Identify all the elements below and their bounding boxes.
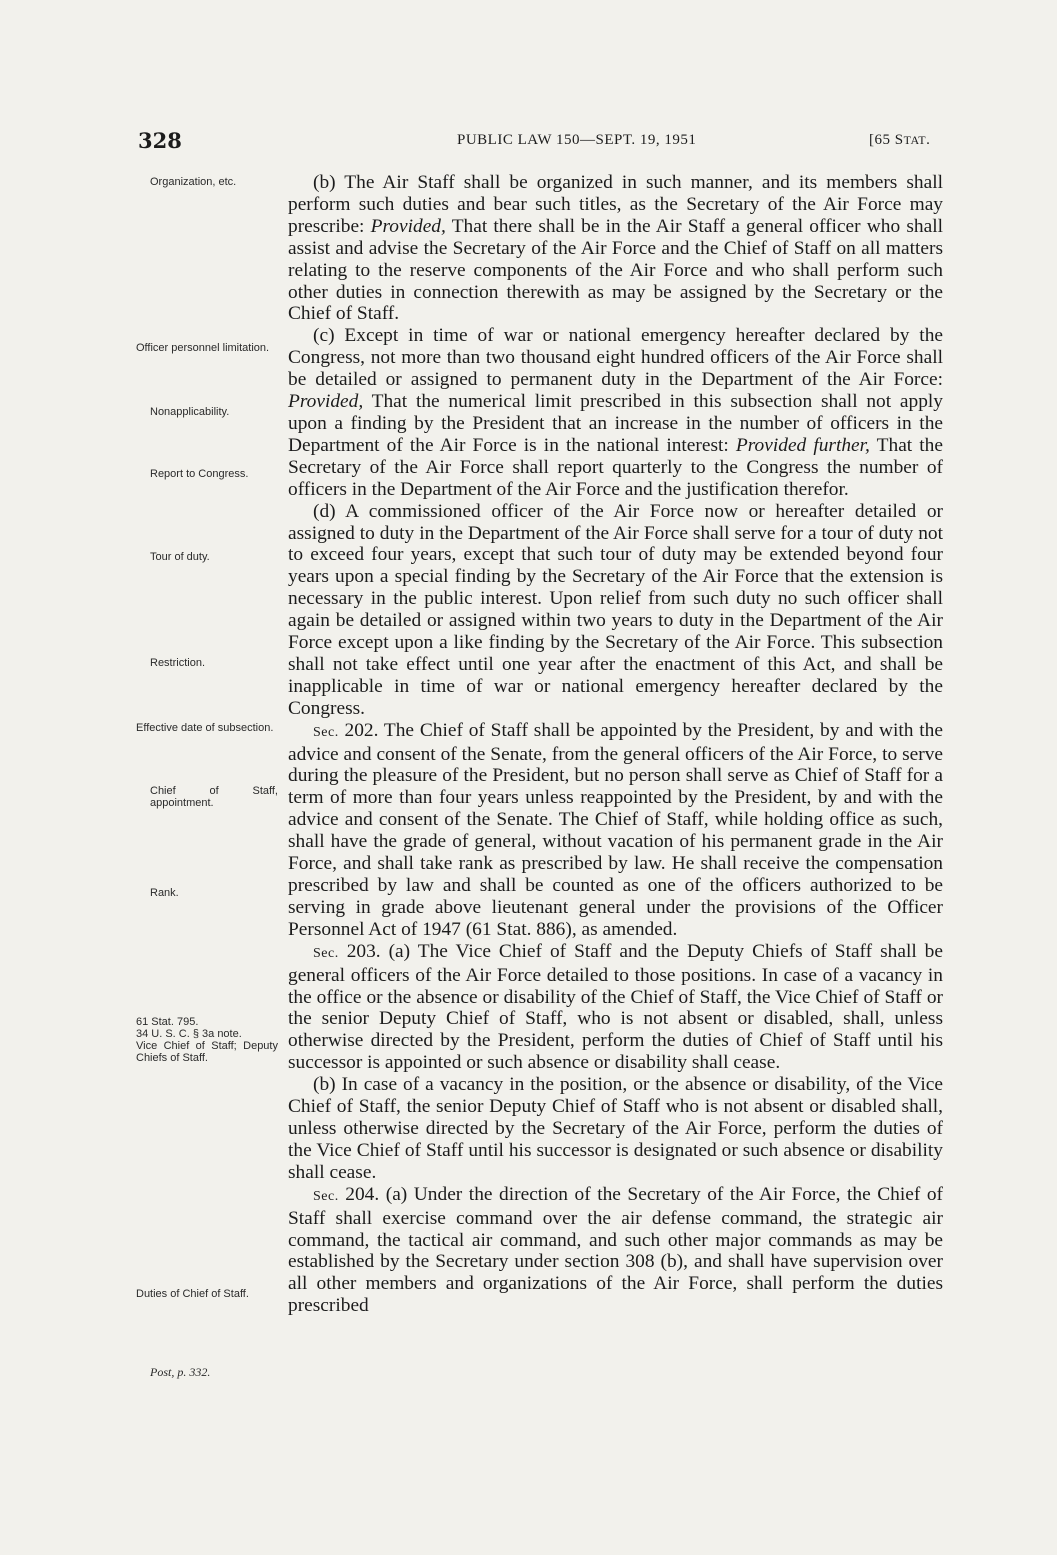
margin-note-duties: Duties of Chief of Staff. [136, 1288, 249, 1300]
page-number: 328 [138, 128, 182, 153]
section-202: Sec. 202. The Chief of Staff shall be appointed by the President, by and with the advice and consent of the Senate, from the general officers of the Air Force, to serve during the pleasure of the President, but no person shall serve as Chief of Staff for a term of more than four years unless reappointed by the President, by and with the advice and consent of the Senate. The Chief of Staff, while holding office as such, shall have the grade of general, without vacation of his permanent grade in the Air Force, and shall take rank as prescribed by law. He shall receive the compensation prescribed by law and shall be counted as one of the officers authorized to be serving in grade above lieutenant general under the provisions of the Officer Personnel Act of 1947 (61 Stat. 886), as amended. [288, 719, 943, 940]
statute-reference: [65 STAT. [869, 132, 931, 148]
paragraph-c: (c) Except in time of war or national emergency hereafter declared by the Congress, not more than two thousand eight hundred officers of the Air Force shall be detailed or assigned to permanent duty in the Department of the Air Force: Provided, That the numerical limit prescribed in this subsection shall not apply upon a finding by the President that an increase in the number of officers in the Department of the Air Force is in the national interest: Provided further, That the Secretary of the Air Force shall report quarterly to the Congress the number of officers in the Department of the Air Force and the justification therefor. [288, 325, 943, 500]
margin-note-tour-of-duty: Tour of duty. [150, 551, 210, 563]
margin-note-restriction: Restriction. [150, 657, 206, 669]
section-204-a: Sec. 204. (a) Under the direction of the Secretary of the Air Force, the Chief of Staff shall exercise command over the air defense command, the strategic air command, the tactical air command, and such other major commands as may be established by the Secretary under section 308 (b), and shall have supervision over all other members and organizations of the Air Force, shall perform the duties prescribed [288, 1183, 943, 1317]
paragraph-d: (d) A commissioned officer of the Air Force now or hereafter detailed or assigned to duty in the Department of the Air Force shall serve for a tour of duty not to exceed four years, except that such tour of duty may be extended beyond four years upon a special finding by the Secretary of the Air Force that the extension is necessary in the public interest. Upon relief from such duty no such officer shall again be detailed or assigned within two years to duty in the Department of the Air Force except upon a like finding by the Secretary of the Air Force. This subsection shall not take effect until one year after the enactment of this Act, and shall be inapplicable in time of war or national emergency hereafter declared by the Congress. [288, 500, 943, 719]
margin-note-rank: Rank. [150, 887, 179, 899]
body-text [288, 172, 943, 1317]
margin-note-effective-date: Effective date of subsection. [136, 722, 274, 734]
margin-note-officer-personnel: Officer personnel limitation. [136, 342, 270, 354]
section-203-b: (b) In case of a vacancy in the position, or the absence or disability, of the Vice Chief of Staff, the senior Deputy Chief of Staff who is not absent or disabled shall, unless otherwise directed by the Secretary of the Air Force, perform the duties of the Vice Chief of Staff until his successor is designated or such absence or disability shall cease. [288, 1074, 943, 1183]
margin-note-vice-chief: Vice Chief of Staff; Deputy Chiefs of Staff. [136, 1040, 278, 1064]
margin-note-usc: 34 U. S. C. § 3a note. [136, 1028, 242, 1040]
section-203-a: Sec. 203. (a) The Vice Chief of Staff and the Deputy Chiefs of Staff shall be general officers of the Air Force detailed to those positions. In case of a vacancy in the office or the absence or disability of the Chief of Staff, the Vice Chief of Staff or the senior Deputy Chief of Staff, who is not absent or disabled, shall, unless otherwise directed by the President, perform the duties of Chief of Staff until his successor is appointed or such absence or disability shall cease. [288, 940, 943, 1074]
margin-note-chief-appointment: Chief of Staff, appointment. [150, 785, 278, 809]
running-head: PUBLIC LAW 150—SEPT. 19, 1951 [457, 132, 697, 148]
page-header [136, 128, 952, 158]
paragraph-b: (b) The Air Staff shall be organized in such manner, and its members shall perform such duties and bear such titles, as the Secretary of the Air Force may prescribe: Provided, That there shall be in the Air Staff a general officer who shall assist and advise the Secretary of the Air Force and the Chief of Staff on all matters relating to the reserve components of the Air Force and who shall perform such other duties in connection therewith as may be assigned by the Secretary or the Chief of Staff. [288, 172, 943, 325]
margin-note-post: Post, p. 332. [150, 1365, 211, 1379]
margin-note-organization: Organization, etc. [150, 176, 237, 188]
margin-note-nonapplicability: Nonapplicability. [150, 406, 230, 418]
margin-note-report: Report to Congress. [150, 468, 249, 480]
margin-note-stat-795: 61 Stat. 795. [136, 1016, 199, 1028]
